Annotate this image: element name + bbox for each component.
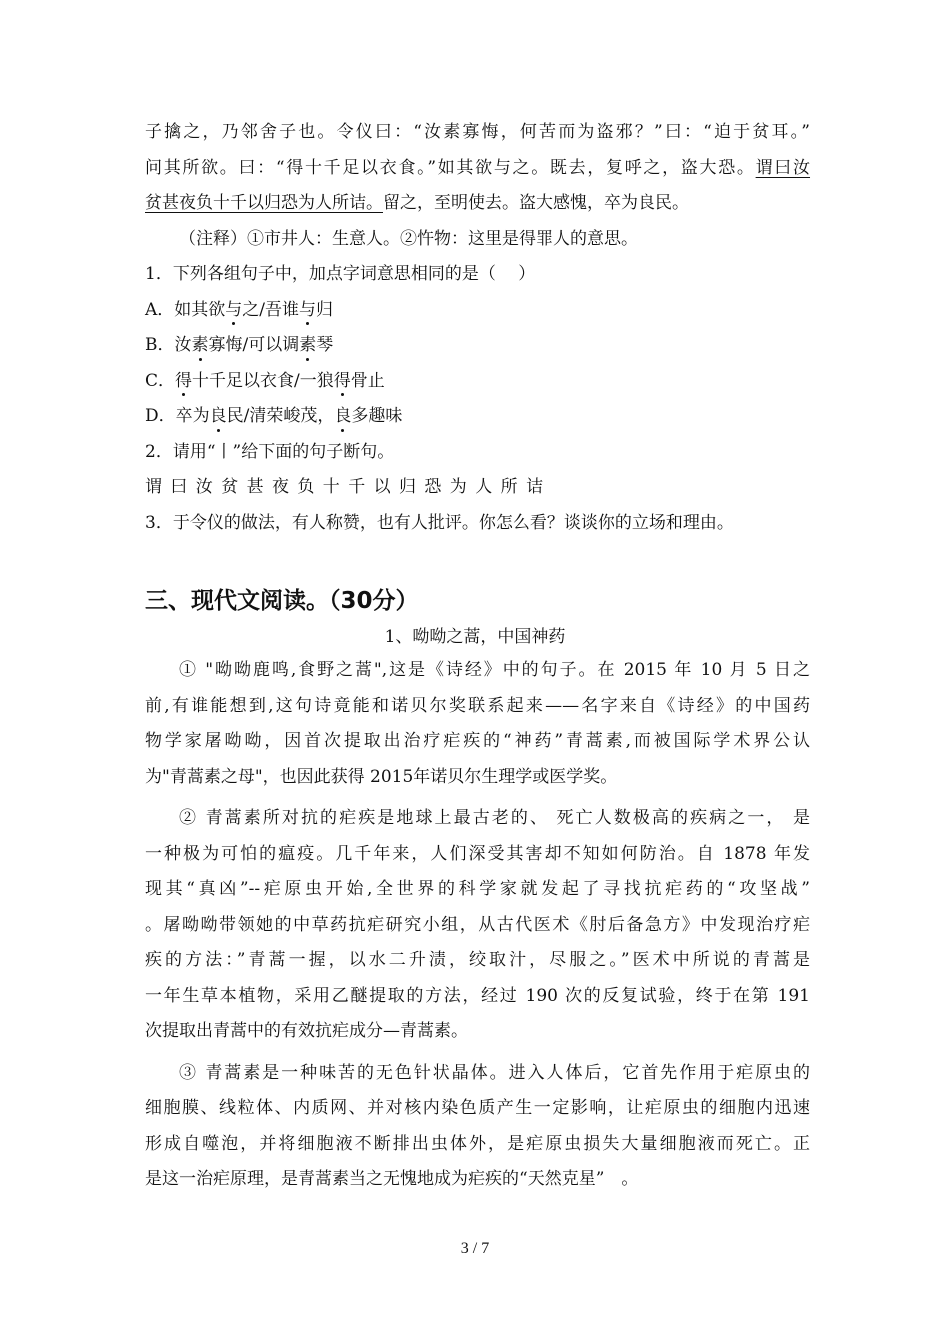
article-body xyxy=(145,653,810,1198)
option-d-text-3: 多趣味 xyxy=(351,406,403,426)
option-b-text-2: 寡悔/可以调 xyxy=(208,335,300,355)
paragraph-1-line-3: 物学家屠呦呦，因首次提取出治疗疟疾的“神药”青蒿素,而被国际学术界公认 xyxy=(145,731,810,751)
option-d-dotted-word-2: 良 xyxy=(334,399,351,435)
question-3-stem: 3．于令仪的做法，有人称赞，也有人批评。你怎么看？谈谈你的立场和理由。 xyxy=(145,512,734,533)
passage-line-3 xyxy=(145,186,810,222)
option-c-text-3: 骨止 xyxy=(350,370,385,391)
paragraph-2-line-2: 一种极为可怕的瘟疫。几千年来，人们深受其害却不知如何防治。自 1878 年发 xyxy=(145,843,810,864)
underlined-sentence-start: 谓曰汝 xyxy=(755,157,811,178)
question-1-option-c xyxy=(145,364,810,400)
article-title: 1、呦呦之蒿，中国神药 xyxy=(384,627,566,647)
page-number: 3 / 7 xyxy=(460,1240,490,1257)
passage-line-2-text: 问其所欲。曰：“得十千足以衣食。”如其欲与之。既去，复呼之，盗大恐。 xyxy=(145,157,756,178)
option-a-text-3: 归 xyxy=(316,299,334,320)
underlined-sentence-end: 贫甚夜负十千以归恐为人所诘。 xyxy=(145,193,383,213)
option-c-text-2: 十千足以衣食/一狼 xyxy=(192,370,334,391)
paragraph-2-line-4: 。屠呦呦带领她的中草药抗疟研究小组，从古代医术《肘后备急方》中发现治疗疟 xyxy=(145,914,810,935)
option-b-dotted-word-2: 素 xyxy=(299,328,316,364)
paragraph-1-line-2: 前,有谁能想到,这句诗竟能和诺贝尔奖联系起来——名字来自《诗经》的中国药 xyxy=(145,695,810,716)
question-1-stem: 1．下列各组句子中，加点字词意思相同的是（ ） xyxy=(145,264,536,284)
paragraph-2-line-3: 现其“真凶”--疟原虫开始,全世界的科学家就发起了寻找抗疟药的“攻坚战” xyxy=(145,879,810,899)
question-2-stem: 2．请用“丨”给下面的句子断句。 xyxy=(145,441,395,462)
passage-note: （注释）①市井人：生意人。②忤物：这里是得罪人的意思。 xyxy=(179,228,638,249)
option-d-text-2: 民/清荣峻茂， xyxy=(226,406,335,426)
section-title: 三、现代文阅读。（30分） xyxy=(145,588,419,614)
paragraph-2-line-7: 次提取出青蒿中的有效抗疟成分—青蒿素。 xyxy=(145,1021,468,1041)
question-2-sentence: 谓曰汝贫甚夜负十千以归恐为人所诘 xyxy=(145,477,552,497)
paragraph-1-line-1: ① "呦呦鹿鸣,食野之蒿",这是《诗经》中的句子。在 2015 年 10 月 5 日之 xyxy=(179,660,810,680)
paragraph-3-line-3: 形成自噬泡，并将细胞液不断排出虫体外，是疟原虫损失大量细胞液而死亡。正 xyxy=(145,1133,810,1154)
option-c-dotted-word-1: 得 xyxy=(175,364,192,400)
option-b-dotted-word-1: 素 xyxy=(192,328,209,364)
option-a-text-2: 之/吾谁 xyxy=(242,299,300,320)
paragraph-3-line-4: 是这一治疟原理，是青蒿素当之无愧地成为疟疾的“天然克星” 。 xyxy=(145,1169,639,1189)
question-1-option-d xyxy=(145,399,810,435)
option-a-text-1: A．如其欲 xyxy=(145,299,226,320)
passage-line-1: 子擒之，乃邻舍子也。令仪曰：“汝素寡悔，何苦而为盗邪？”曰：“迫于贫耳。” xyxy=(145,122,810,142)
question-1-option-b xyxy=(145,328,810,364)
paragraph-2-line-6: 一年生草本植物，采用乙醚提取的方法，经过 190 次的反复试验，终于在第 191 xyxy=(145,985,810,1006)
option-d-dotted-word-1: 良 xyxy=(210,399,227,435)
paragraph-3-line-2: 细胞膜、线粒体、内质网、并对核内染色质产生一定影响，让疟原虫的细胞内迅速 xyxy=(145,1098,810,1118)
option-c-text-1: C． xyxy=(145,370,176,391)
paragraph-1-line-4: 为"青蒿素之母"，也因此获得 2015年诺贝尔生理学或医学奖。 xyxy=(145,766,618,787)
passage-line-3-text: 留之，至明使去。盗大感愧，卒为良民。 xyxy=(383,193,689,213)
question-1-option-a xyxy=(145,293,810,329)
option-c-dotted-word-2: 得 xyxy=(334,364,351,400)
option-a-dotted-word-2: 与 xyxy=(299,293,316,329)
option-a-dotted-word-1: 与 xyxy=(225,293,242,329)
classical-passage-section xyxy=(145,115,810,541)
option-b-text-1: B．汝 xyxy=(145,335,192,355)
paragraph-2-line-5: 疾的方法：”青蒿一握，以水二升渍，绞取汁，尽服之。”医术中所说的青蒿是 xyxy=(145,950,810,970)
paragraph-3-line-1: ③ 青蒿素是一种味苦的无色针状晶体。进入人体后，它首先作用于疟原虫的 xyxy=(179,1062,810,1083)
option-b-text-3: 琴 xyxy=(316,335,334,355)
paragraph-2-line-1: ② 青蒿素所对抗的疟疾是地球上最古老的、 死亡人数极高的疾病之一， 是 xyxy=(179,808,810,828)
passage-line-2 xyxy=(145,151,810,187)
option-d-text-1: D．卒为 xyxy=(145,406,210,426)
